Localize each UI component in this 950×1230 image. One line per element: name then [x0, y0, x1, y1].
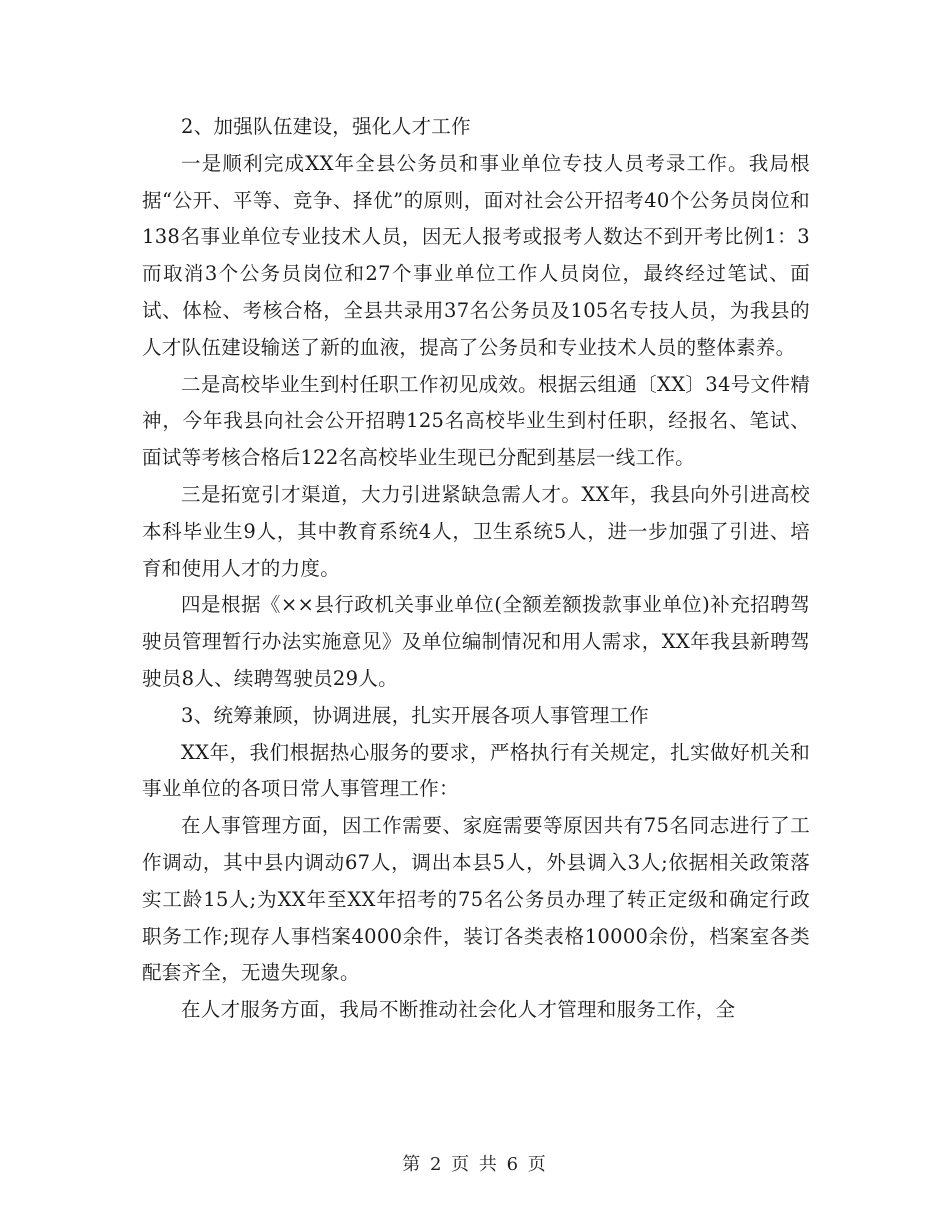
- paragraph-graduates-village: 二是高校毕业生到村任职工作初见成效。根据云组通〔XX〕34号文件精神，今年我县向社会公开招聘125名高校毕业生到村任职，经报名、笔试、面试等考核合格后122名高校毕业生现已分配到基层一线工作。: [142, 372, 810, 470]
- section-heading-2: 2、加强队伍建设，强化人才工作: [181, 115, 471, 138]
- paragraph-recruitment: 一是顺利完成XX年全县公务员和事业单位专技人员考录工作。我局根据“公开、平等、竞争、择优”的原则，面对社会公开招考40个公务员岗位和138名事业单位专业技术人员，因无人报考或报考人数达不到开考比例1：3而取消3个公务员岗位和27个事业单位工作人员岗位，最终经过笔试、面试、体检、考核合格，全县共录用37名公务员及105名专技人员，为我县的人才队伍建设输送了新的血液，提高了公务员和专业技术人员的整体素养。: [142, 151, 810, 359]
- paragraph-talent-service: 在人才服务方面，我局不断推动社会化人才管理和服务工作，全: [181, 998, 736, 1022]
- paragraph-personnel-management: 在人事管理方面，因工作需要、家庭需要等原因共有75名同志进行了工作调动，其中县内调动67人，调出本县5人，外县调入3人;依据相关政策落实工龄15人;为XX年至XX年招考的75名公务员办理了转正定级和确定行政职务工作;现存人事档案4000余件，装订各类表格10000余份，档案室各类配套齐全，无遗失现象。: [142, 814, 810, 985]
- paragraph-intro-personnel: XX年，我们根据热心服务的要求，严格执行有关规定，扎实做好机关和事业单位的各项日常人事管理工作：: [142, 740, 810, 801]
- document-body: [142, 109, 810, 1029]
- page-number-footer: 第 2 页 共 6 页: [402, 1154, 548, 1175]
- paragraph-talent-introduction: 三是拓宽引才渠道，大力引进紧缺急需人才。XX年，我县向外引进高校本科毕业生9人，其中教育系统4人，卫生系统5人，进一步加强了引进、培育和使用人才的力度。: [142, 482, 810, 580]
- section-heading-3: 3、统筹兼顾，协调进展，扎实开展各项人事管理工作: [181, 703, 650, 727]
- paragraph-drivers: 四是根据《××县行政机关事业单位(全额差额拨款事业单位)补充招聘驾驶员管理暂行办法实施意见》及单位编制情况和用人需求，XX年我县新聘驾驶员8人、续聘驾驶员29人。: [142, 593, 810, 690]
